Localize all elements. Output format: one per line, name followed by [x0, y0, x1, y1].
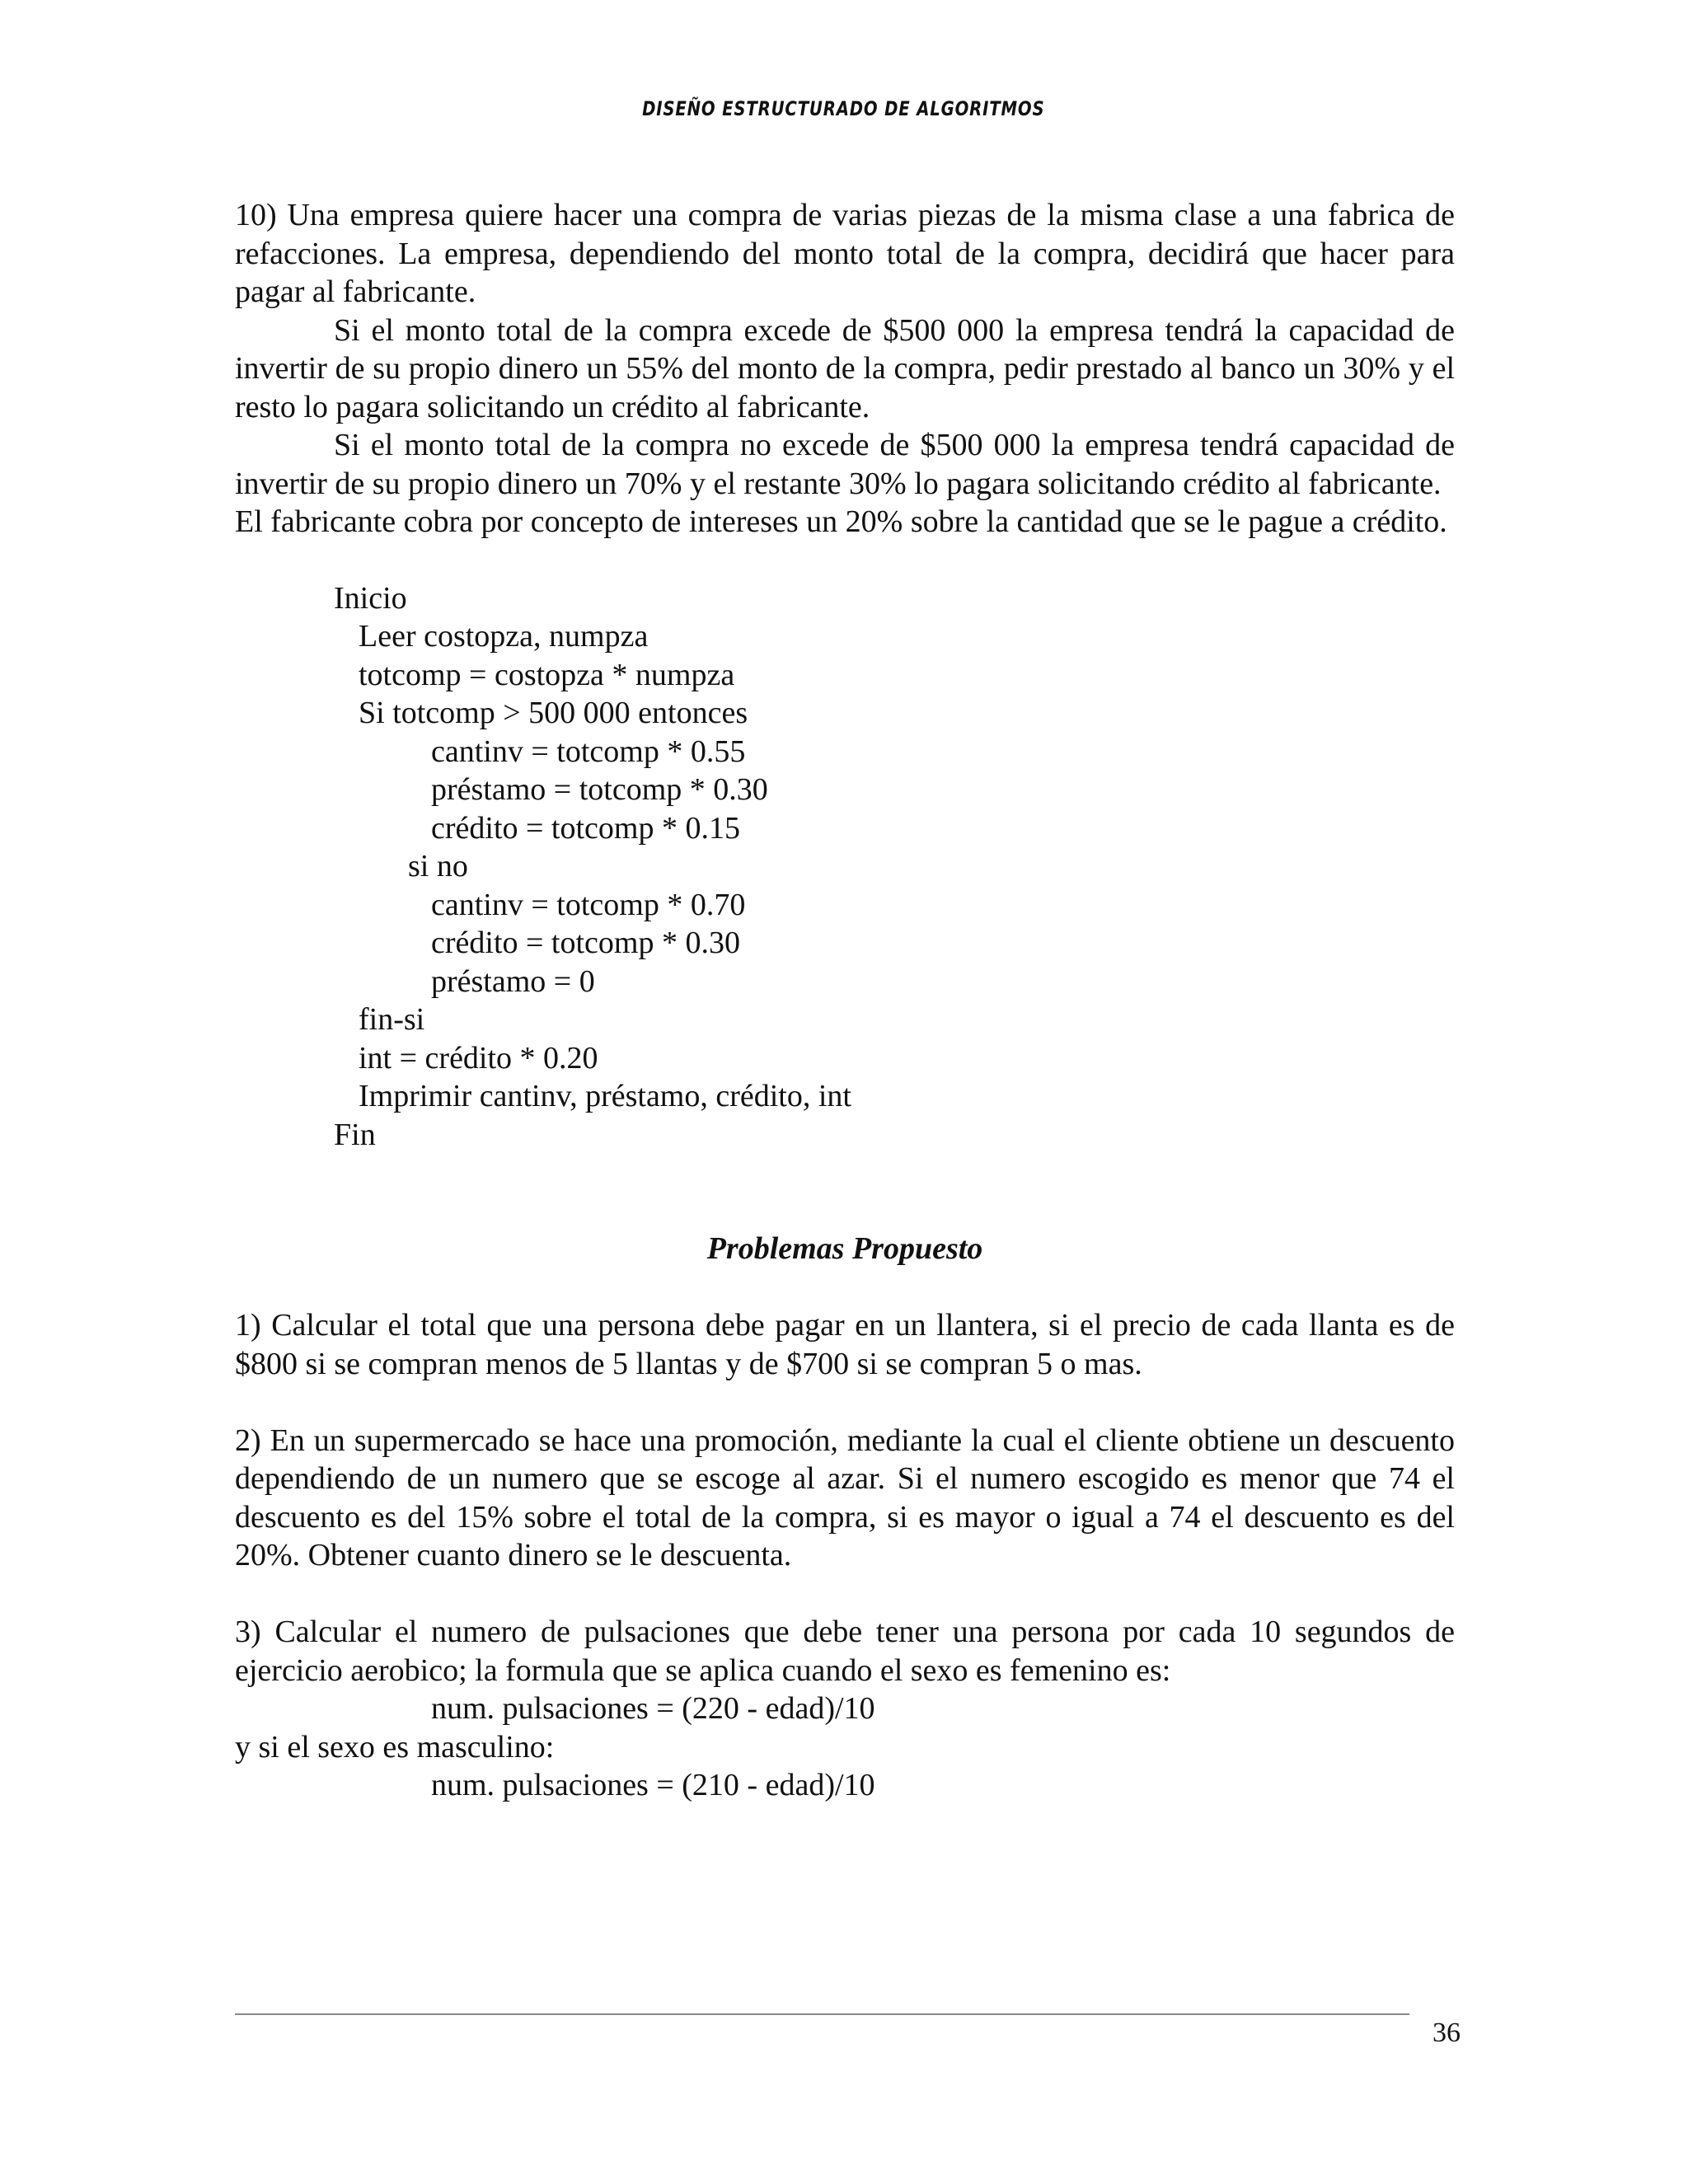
- problem-10-case-under: Si el monto total de la compra no excede de $500 000 la empresa tendrá capacidad de invertir de su propio dinero un 70% y el restante 30% lo pagara solicitando crédito al fabricante.: [235, 428, 1455, 501]
- proposed-problem-2: 2) En un supermercado se hace una promoción, mediante la cual el cliente obtiene un descuento dependiendo de un numero que se escoge al azar. Si el numero escogido es menor que 74 el descuento es del 15% sobre el total de la compra, si es mayor o igual a 74 el descuento es del 20%. Obtener cuanto dinero se le descuenta.: [235, 1422, 1455, 1572]
- algorithm-line: fin-si: [359, 1002, 425, 1037]
- algorithm-line: totcomp = costopza * numpza: [359, 657, 735, 692]
- algorithm-line: crédito = totcomp * 0.15: [431, 810, 740, 846]
- algorithm-line: préstamo = totcomp * 0.30: [431, 772, 768, 807]
- problem-10-case-over: Si el monto total de la compra excede de $500 000 la empresa tendrá la capacidad de invertir de su propio dinero un 55% del monto de la compra, pedir prestado al banco un 30% y el resto lo pagara solicitando un crédito al fabricante.: [235, 312, 1455, 424]
- algorithm-line: Inicio: [334, 580, 407, 616]
- page-number: 36: [1432, 2018, 1461, 2048]
- section-title: Problemas Propuesto: [706, 1231, 983, 1266]
- problem-10-statement: 10) Una empresa quiere hacer una compra de varias piezas de la misma clase a una fabrica de refacciones. La empresa, dependiendo del monto total de la compra, decidirá que hacer para pagar al fabricante.: [235, 198, 1455, 309]
- algorithm-line: Si totcomp > 500 000 entonces: [359, 696, 748, 730]
- page-body: [235, 196, 1455, 1805]
- formula-female: num. pulsaciones = (220 - edad)/10: [431, 1691, 875, 1726]
- algorithm-line: crédito = totcomp * 0.30: [431, 926, 740, 960]
- algorithm-line: int = crédito * 0.20: [359, 1040, 598, 1076]
- proposed-problem-1: 1) Calcular el total que una persona debe pagar en un llantera, si el precio de cada llanta es de $800 si se compran menos de 5 llantas y de $700 si se compran 5 o mas.: [235, 1308, 1455, 1381]
- problem-3-intro: 3) Calcular el numero de pulsaciones que debe tener una persona por cada 10 segundos de ejercicio aerobico; la formula que se aplica cuando el sexo es femenino es:: [235, 1615, 1455, 1688]
- algorithm-block: [235, 579, 1455, 1155]
- proposed-problem-3: [235, 1613, 1455, 1805]
- algorithm-line: si no: [408, 849, 468, 883]
- running-header: DISEÑO ESTRUCTURADO DE ALGORITMOS: [642, 97, 1045, 120]
- problem-3-male-intro: y si el sexo es masculino:: [235, 1729, 555, 1765]
- algorithm-line: cantinv = totcomp * 0.55: [431, 733, 746, 769]
- algorithm-line: Leer costopza, numpza: [359, 619, 649, 654]
- algorithm-line: Imprimir cantinv, préstamo, crédito, int: [359, 1079, 851, 1113]
- algorithm-line: cantinv = totcomp * 0.70: [431, 887, 746, 922]
- algorithm-line: préstamo = 0: [431, 963, 595, 999]
- algorithm-line: Fin: [334, 1117, 376, 1152]
- footer-divider: [235, 2013, 1409, 2015]
- problem-10-interest: El fabricante cobra por concepto de intereses un 20% sobre la cantidad que se le pague a crédito.: [235, 504, 1447, 539]
- formula-male: num. pulsaciones = (210 - edad)/10: [431, 1768, 875, 1802]
- problem-10: [235, 196, 1455, 541]
